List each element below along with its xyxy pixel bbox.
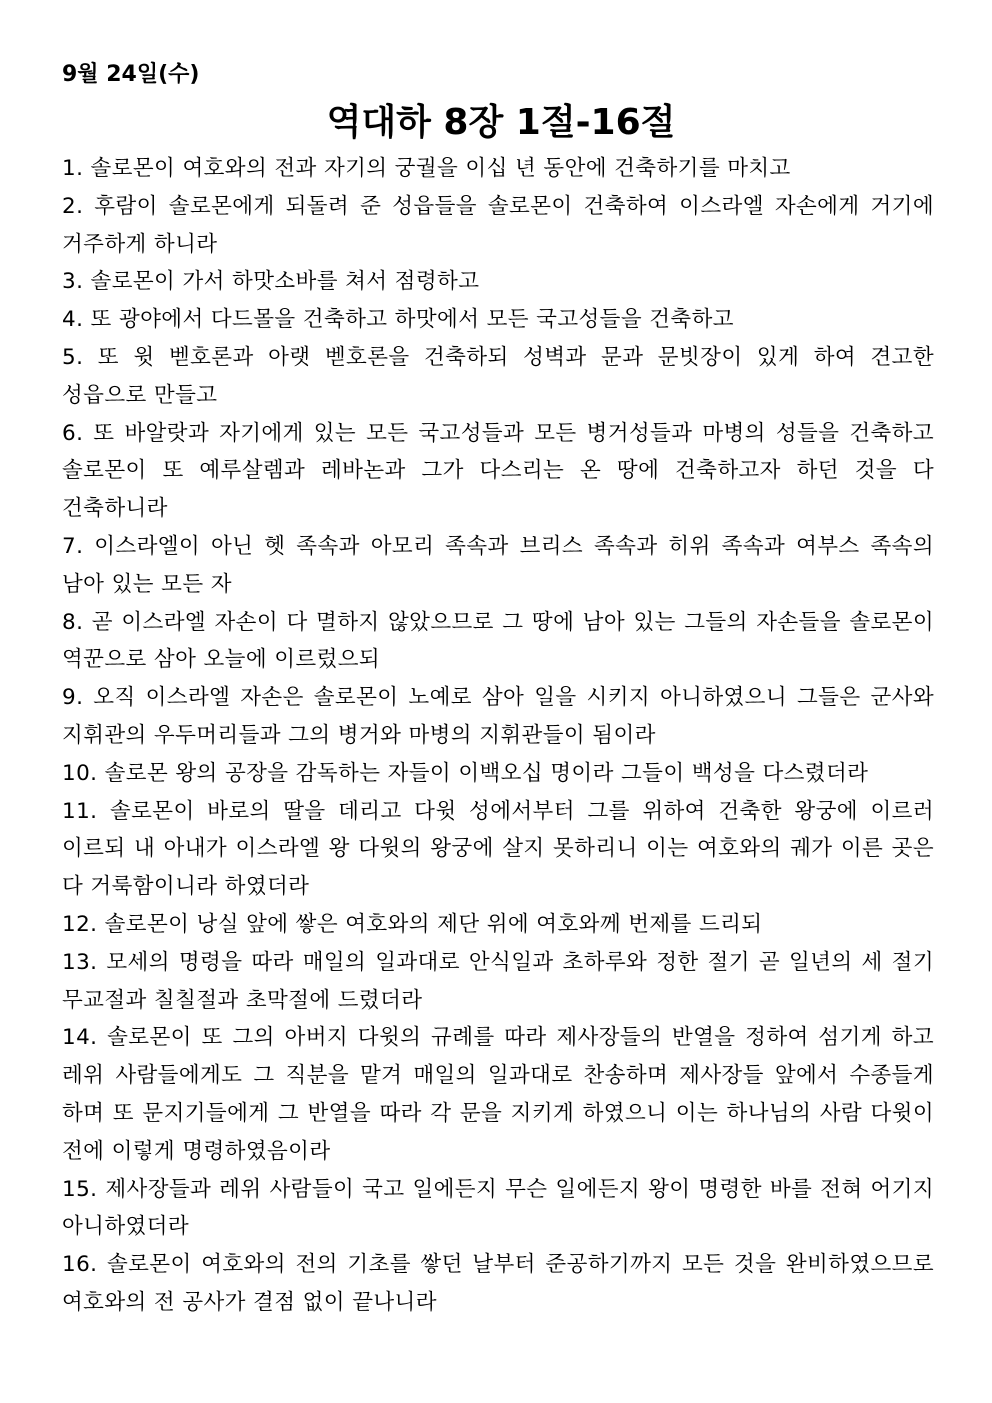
verse-16: 16. 솔로몬이 여호와의 전의 기초를 쌓던 날부터 준공하기까지 모든 것을 완비하였으므로 여호와의 전 공사가 결점 없이 끝나니라 bbox=[62, 1252, 934, 1315]
verse-9: 9. 오직 이스라엘 자손은 솔로몬이 노예로 삼아 일을 시키지 아니하였으니 그들은 군사와 지휘관의 우두머리들과 그의 병거와 마병의 지휘관들이 됨이라 bbox=[62, 685, 934, 748]
verse-14: 14. 솔로몬이 또 그의 아버지 다윗의 규례를 따라 제사장들의 반열을 정하여 섬기게 하고 레위 사람들에게도 그 직분을 맡겨 매일의 일과대로 찬송하며 제사장들 앞에서 수종들게 하며 또 문지기들에게 그 반열을 따라 각 문을 지키게 하였으니 이는 하나님의 사람 다윗이 전에 이렇게 명령하였음이라 bbox=[62, 1025, 934, 1164]
verse-2: 2. 후람이 솔로몬에게 되돌려 준 성읍들을 솔로몬이 건축하여 이스라엘 자손에게 거기에 거주하게 하니라 bbox=[62, 193, 934, 257]
verse-10: 10. 솔로몬 왕의 공장을 감독하는 자들이 이백오십 명이라 그들이 백성을 다스렸더라 bbox=[62, 760, 869, 786]
date-label: 9월 24일(수) bbox=[62, 62, 200, 87]
verse-list bbox=[62, 150, 934, 1322]
verse-5: 5. 또 윗 벧호론과 아랫 벧호론을 건축하되 성벽과 문과 문빗장이 있게 하여 견고한 성읍으로 만들고 bbox=[62, 344, 934, 408]
verse-15: 15. 제사장들과 레위 사람들이 국고 일에든지 무슨 일에든지 왕이 명령한 바를 전혀 어기지 아니하였더라 bbox=[62, 1176, 934, 1240]
verse-8: 8. 곧 이스라엘 자손이 다 멸하지 않았으므로 그 땅에 남아 있는 그들의 자손들을 솔로몬이 역꾼으로 삼아 오늘에 이르렀으되 bbox=[62, 609, 934, 673]
verse-12: 12. 솔로몬이 낭실 앞에 쌓은 여호와의 제단 위에 여호와께 번제를 드리되 bbox=[62, 911, 763, 937]
verse-13: 13. 모세의 명령을 따라 매일의 일과대로 안식일과 초하루와 정한 절기 곧 일년의 세 절기 무교절과 칠칠절과 초막절에 드렸더라 bbox=[62, 949, 934, 1013]
page-title: 역대하 8장 1절-16절 bbox=[326, 102, 676, 143]
verse-11: 11. 솔로몬이 바로의 딸을 데리고 다윗 성에서부터 그를 위하여 건축한 왕궁에 이르러 이르되 내 아내가 이스라엘 왕 다윗의 왕궁에 살지 못하리니 이는 여호와의 궤가 이른 곳은 다 거룩함이니라 하였더라 bbox=[62, 798, 934, 900]
verse-3: 3. 솔로몬이 가서 하맛소바를 쳐서 점령하고 bbox=[62, 269, 480, 295]
verse-4: 4. 또 광야에서 다드몰을 건축하고 하맛에서 모든 국고성들을 건축하고 bbox=[62, 307, 734, 333]
verse-7: 7. 이스라엘이 아닌 헷 족속과 아모리 족속과 브리스 족속과 히위 족속과 여부스 족속의 남아 있는 모든 자 bbox=[62, 533, 934, 597]
verse-6: 6. 또 바알랏과 자기에게 있는 모든 국고성들과 모든 병거성들과 마병의 성들을 건축하고 솔로몬이 또 예루살렘과 레바논과 그가 다스리는 온 땅에 건축하고자 하던 것을 다 건축하니라 bbox=[62, 420, 934, 522]
verse-1: 1. 솔로몬이 여호와의 전과 자기의 궁궐을 이십 년 동안에 건축하기를 마치고 bbox=[62, 156, 791, 181]
